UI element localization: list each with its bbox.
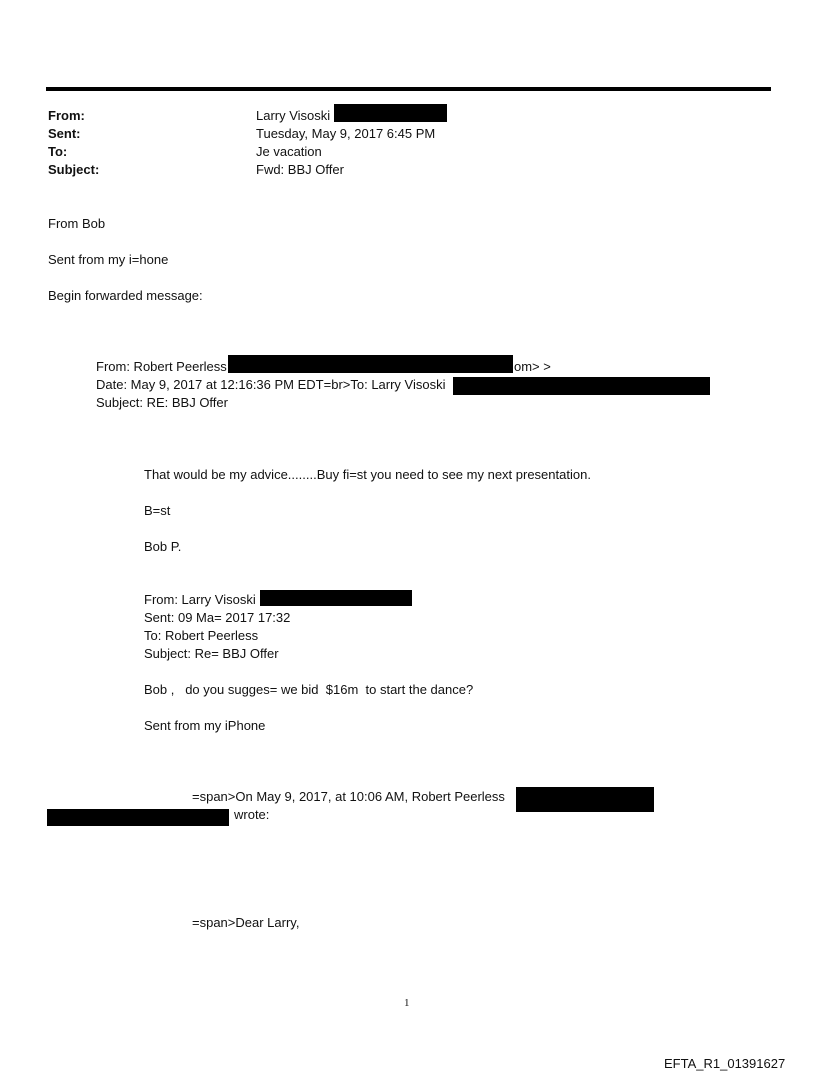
fwd-from: From: Robert Peerless <box>96 359 227 374</box>
fwd-date: Date: May 9, 2017 at 12:16:36 PM EDT=br>To: Larry Visoski <box>96 377 446 392</box>
header-rule <box>46 87 771 91</box>
subject-label: Subject: <box>48 162 100 177</box>
redaction-block <box>228 355 513 373</box>
sent-value: Tuesday, May 9, 2017 6:45 PM <box>256 126 436 141</box>
body-line-sent-from: Sent from my i=hone <box>48 252 169 267</box>
document-id: EFTA_R1_01391627 <box>664 1056 786 1071</box>
reply-best: B=st <box>144 503 171 518</box>
body-line-forwarded: Begin forwarded message: <box>48 288 203 303</box>
redaction-block <box>516 787 654 812</box>
to-label: To: <box>48 144 68 159</box>
quoted-to: To: Robert Peerless <box>144 628 259 643</box>
redaction-block <box>260 590 412 606</box>
page-number: 1 <box>404 997 410 1009</box>
redaction-block <box>47 809 229 826</box>
sent-label: Sent: <box>48 126 81 141</box>
reply-advice: That would be my advice........Buy fi=st you need to see my next presentation. <box>144 467 591 482</box>
quoted-from: From: Larry Visoski <box>144 592 256 607</box>
fwd-subject: Subject: RE: BBJ Offer <box>96 395 228 410</box>
from-value: Larry Visoski <box>256 108 331 123</box>
nested-greeting: =span>Dear Larry, <box>192 915 300 930</box>
quoted-signoff: Sent from my iPhone <box>144 718 266 733</box>
from-label: From: <box>48 108 85 123</box>
body-line-from-bob: From Bob <box>48 216 106 231</box>
nested-on-line: =span>On May 9, 2017, at 10:06 AM, Robert Peerless <box>192 789 505 804</box>
redaction-block <box>453 377 710 395</box>
redaction-block <box>334 104 447 122</box>
nested-wrote: wrote: <box>234 807 270 822</box>
fwd-from-suffix: om> > <box>514 359 551 374</box>
quoted-question: Bob , do you sugges= we bid $16m to start the dance? <box>144 682 474 697</box>
to-value: Je vacation <box>256 144 322 159</box>
quoted-subject: Subject: Re= BBJ Offer <box>144 646 279 661</box>
subject-value: Fwd: BBJ Offer <box>256 162 344 177</box>
reply-signature: Bob P. <box>144 539 182 554</box>
quoted-sent: Sent: 09 Ma= 2017 17:32 <box>144 610 291 625</box>
